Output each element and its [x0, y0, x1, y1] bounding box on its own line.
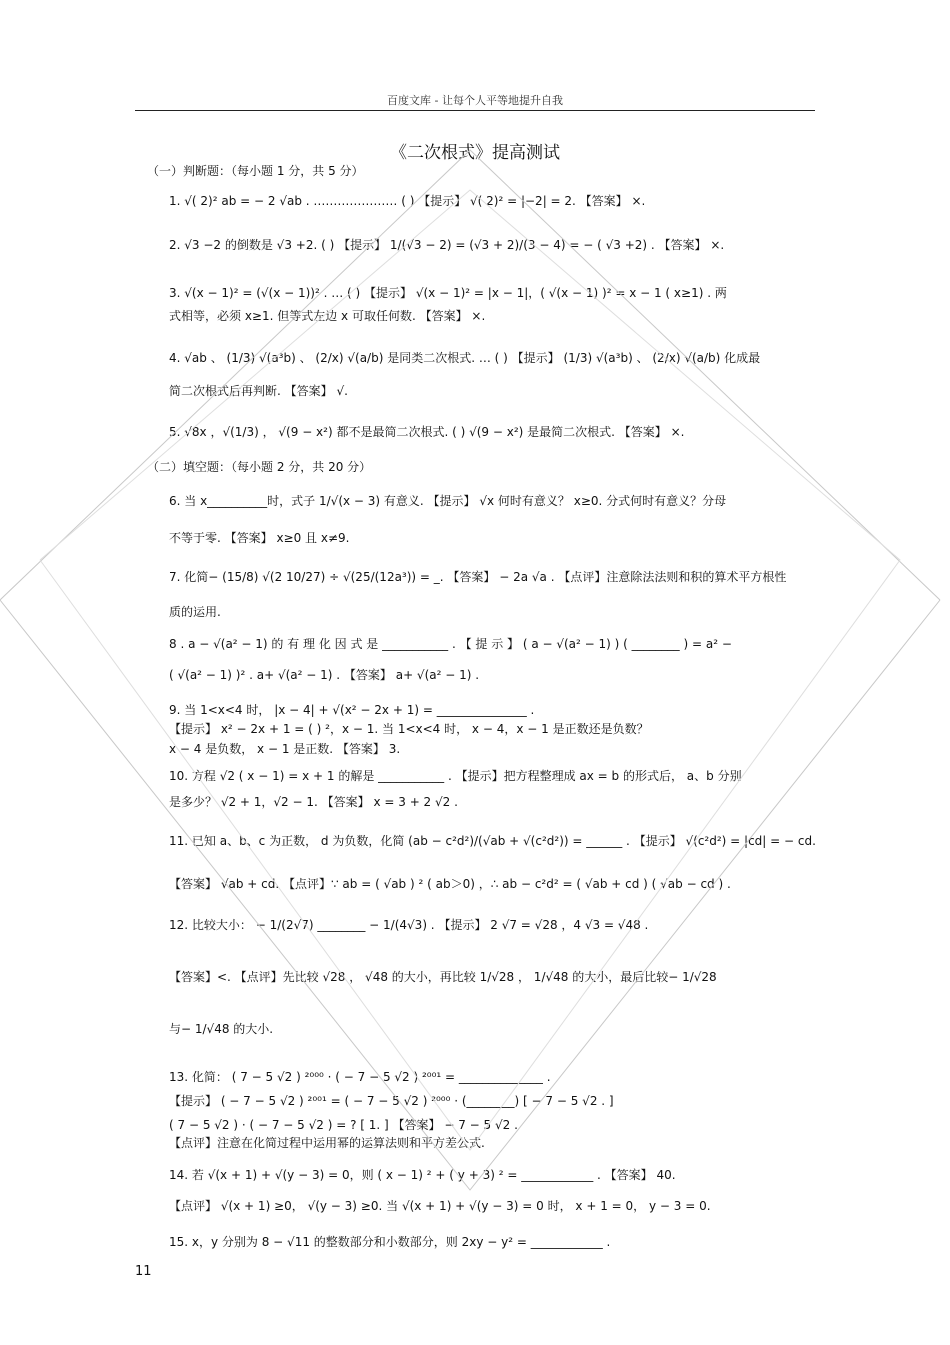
question-9-line-3: x − 4 是负数， x − 1 是正数. 【答案】 3.: [169, 742, 401, 756]
question-1: [169, 193, 814, 210]
question-3: [169, 285, 814, 325]
question-4: [169, 350, 814, 400]
question-2: [169, 237, 814, 254]
question-6-line-1: 6. 当 x__________时，式子 1/√(x − 3) 有意义. 【提示】 √x 何时有意义？ x≥0. 分式何时有意义？分母: [169, 494, 727, 508]
question-8-line-1: 8 . a − √(a² − 1) 的 有 理 化 因 式 是 ___________ . 【 提 示 】 ( a − √(a² − 1) ) ( ________ ) = a² −: [169, 637, 732, 651]
question-9: [169, 702, 814, 758]
question-11: [169, 833, 814, 893]
document-title: 《二次根式》提高测试: [390, 143, 560, 163]
question-15-text: 15. x，y 分别为 8 − √11 的整数部分和小数部分，则 2xy − y² = ____________ .: [169, 1235, 611, 1249]
question-8-line-2: ( √(a² − 1) )² . a+ √(a² − 1) . 【答案】 a+ √(a² − 1) .: [169, 668, 480, 682]
question-7: [169, 569, 814, 621]
question-10-line-1: 10. 方程 √2 ( x − 1) = x + 1 的解是 ___________ . 【提示】把方程整理成 ax = b 的形式后， a、b 分别: [169, 769, 742, 783]
header-rule: [135, 110, 815, 111]
question-12-line-3: 与− 1/√48 的大小.: [169, 1022, 274, 1036]
question-14-line-1: 14. 若 √(x + 1) + √(y − 3) = 0，则 ( x − 1) ² + ( y + 3) ² = ____________ . 【答案】 40.: [169, 1168, 676, 1182]
question-13-line-1: 13. 化简： ( 7 − 5 √2 ) ²⁰⁰⁰ · ( − 7 − 5 √2 ) ²⁰⁰¹ = ______________ .: [169, 1070, 551, 1084]
question-4-line-1: 4. √ab 、 (1/3) √(a³b) 、 (2/x) √(a/b) 是同类二次根式. … ( ) 【提示】 (1/3) √(a³b) 、 (2/x) √(a/b) 化成最: [169, 351, 761, 365]
question-9-line-2: 【提示】 x² − 2x + 1 = ( ) ²，x − 1. 当 1<x<4 时， x − 4，x − 1 是正数还是负数？: [169, 722, 649, 736]
question-6: [169, 493, 814, 547]
question-5-text: 5. √8x ，√(1/3) ， √(9 − x²) 都不是最简二次根式. ( ) √(9 − x²) 是最简二次根式. 【答案】 ×.: [169, 425, 685, 439]
question-3-line-1: 3. √(x − 1)² = (√(x − 1))² . … ( ) 【提示】 √(x − 1)² = |x − 1|，( √(x − 1) )² = x − 1 ( x≥1) . 两: [169, 286, 727, 300]
question-13: [169, 1069, 814, 1152]
question-11-line-1: 11. 已知 a、b、c 为正数， d 为负数，化简 (ab − c²d²)/(√ab + √(c²d²)) = ______ . 【提示】 √(c²d²) = |cd| = − cd.: [169, 834, 816, 848]
section-fill-heading: （二）填空题：（每小题 2 分，共 20 分）: [147, 460, 372, 474]
question-11-line-2: 【答案】 √ab + cd. 【点评】∵ ab = ( √ab ) ² ( ab＞0) ，∴ ab − c²d² = ( √ab + cd ) ( √ab − cd ) .: [169, 877, 731, 891]
page-header: 百度文库 - 让每个人平等地提升自我: [387, 94, 563, 107]
question-6-line-2: 不等于零. 【答案】 x≥0 且 x≠9.: [169, 531, 350, 545]
question-5: [169, 424, 814, 441]
question-9-line-1: 9. 当 1<x<4 时， |x − 4| + √(x² − 2x + 1) = _______________ .: [169, 703, 535, 717]
question-12-line-2: 【答案】<. 【点评】先比较 √28 ， √48 的大小，再比较 1/√28 ， 1/√48 的大小，最后比较− 1/√28: [169, 970, 717, 984]
question-8: [169, 636, 814, 684]
page-number: 11: [135, 1264, 152, 1279]
question-13-line-2: 【提示】 ( − 7 − 5 √2 ) ²⁰⁰¹ = ( − 7 − 5 √2 ) ²⁰⁰⁰ · (________) [ − 7 − 5 √2 . ]: [169, 1094, 614, 1108]
question-14: [169, 1167, 814, 1215]
question-7-line-2: 质的运用.: [169, 605, 221, 619]
question-13-line-3: ( 7 − 5 √2 ) · ( − 7 − 5 √2 ) = ? [ 1. ] 【答案】 − 7 − 5 √2 .: [169, 1118, 518, 1132]
question-10-line-2: 是多少？ √2 + 1，√2 − 1. 【答案】 x = 3 + 2 √2 .: [169, 795, 458, 809]
question-13-line-4: 【点评】注意在化简过程中运用幂的运算法则和平方差公式.: [169, 1136, 485, 1150]
question-15: [169, 1234, 814, 1251]
question-12: [169, 917, 814, 1038]
section-judgement-heading: （一）判断题：（每小题 1 分，共 5 分）: [147, 164, 364, 178]
question-10: [169, 768, 814, 811]
question-3-line-2: 式相等，必须 x≥1. 但等式左边 x 可取任何数. 【答案】 ×.: [169, 309, 486, 323]
question-4-line-2: 简二次根式后再判断. 【答案】 √.: [169, 384, 348, 398]
question-14-line-2: 【点评】 √(x + 1) ≥0， √(y − 3) ≥0. 当 √(x + 1) + √(y − 3) = 0 时， x + 1 = 0， y − 3 = 0.: [169, 1199, 711, 1213]
question-12-line-1: 12. 比较大小： − 1/(2√7) ________ − 1/(4√3) . 【提示】 2 √7 = √28 ，4 √3 = √48 .: [169, 918, 649, 932]
question-2-text: 2. √3 −2 的倒数是 √3 +2. ( ) 【提示】 1/(√3 − 2) = (√3 + 2)/(3 − 4) = − ( √3 +2) . 【答案】 ×.: [169, 238, 725, 252]
question-7-line-1: 7. 化简− (15/8) √(2 10/27) ÷ √(25/(12a³)) = _. 【答案】 − 2a √a . 【点评】注意除法法则和积的算术平方根性: [169, 570, 787, 584]
question-1-text: 1. √( 2)² ab = − 2 √ab . ………………… ( ) 【提示】 √( 2)² = |−2| = 2. 【答案】 ×.: [169, 194, 646, 208]
